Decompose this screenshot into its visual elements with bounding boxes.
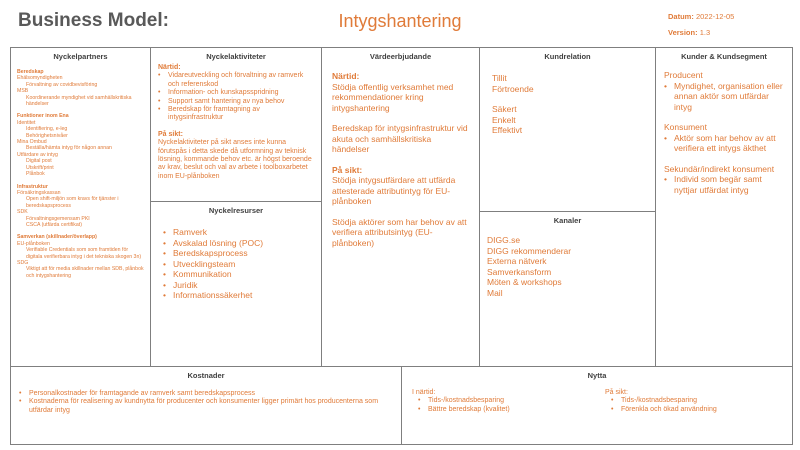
nytta-pasikt <box>605 389 785 414</box>
kunder-content <box>656 70 792 195</box>
nyckelpartners-title: Nyckelpartners <box>53 52 108 61</box>
paragraph: Stödja aktörer som har behov av att verifiera attributsintyg (EU-plånboken) <box>332 216 467 248</box>
list-item: • Tids-/kostnadsbesparing <box>611 397 785 405</box>
partner-group-title: Infrastruktur <box>17 183 48 190</box>
partner-item: Försäkringskassan <box>17 189 61 196</box>
kostnader-title: Kostnader <box>187 371 225 380</box>
list-item: • Informationssäkerhet <box>163 290 309 301</box>
list-item: • Avskalad lösning (POC) <box>163 238 309 249</box>
partner-item: Förvaltning av covidbevisföring <box>26 81 98 88</box>
list-item: • Vidareutveckling och förvaltning av ramverk och referenskod <box>158 72 314 89</box>
version-label: Version: <box>668 28 698 37</box>
kundrelation-content <box>480 73 655 136</box>
partner-group-title: Funktioner inom Ena <box>17 113 69 120</box>
resurser-list <box>151 227 321 301</box>
channel-item: DIGG.se <box>487 235 521 245</box>
list-item: • Support samt hantering av nya behov <box>158 98 314 106</box>
subject-title: Intygshantering <box>338 11 462 31</box>
kunder-box <box>655 47 793 367</box>
partner-item: Viktigt att för media skillnader mellan SDB, plånbok och intygshantering <box>26 266 144 279</box>
kundrelation-box <box>479 47 656 212</box>
date-value: 2022-12-05 <box>695 12 735 21</box>
list-item: • Individ som begär samt nyttjar utfärdat intyg <box>664 174 784 195</box>
kanaler-box <box>479 211 656 367</box>
partner-item: CSCA (utfärda certifikat) <box>26 221 82 228</box>
partner-item: Förvaltningsgemensam PKI <box>26 215 90 222</box>
list-item: • Aktör som har behov av att verifiera ett intygs äkthet <box>664 133 784 154</box>
kanaler-title: Kanaler <box>553 216 582 225</box>
list-item: • Kommunikation <box>163 269 309 280</box>
nartid-list <box>158 72 314 122</box>
channel-item: Mail <box>487 287 503 298</box>
channel-item: Möten & workshops <box>487 277 562 287</box>
partner-item: SDG <box>17 259 29 266</box>
segment-title: Sekundär/indirekt konsument <box>664 163 775 174</box>
partner-groups <box>11 69 150 279</box>
kostnader-list <box>11 390 401 415</box>
partner-item: Open shift-miljön som kravs för tjänster i beredskapsprocess <box>26 196 119 209</box>
nyckelaktiviteter-title: Nyckelaktiviteter <box>206 52 266 61</box>
kostnader-box <box>10 366 402 445</box>
kundrelation-title: Kundrelation <box>544 52 591 61</box>
list-item: • Kostnaderna för realisering av kundnytta för producenter och konsumenter ligger primärt hos producenterna som utfärdar intyg <box>19 398 393 415</box>
partner-item: Mina Ombud <box>17 139 47 146</box>
partner-item: Identitet <box>17 119 36 126</box>
nartid-label: I närtid: <box>412 389 436 396</box>
date-label: Datum: <box>668 12 694 21</box>
relation-item: Enkelt <box>492 114 516 125</box>
list-item: • Utvecklingsteam <box>163 259 309 270</box>
nyckelpartners-box <box>10 47 151 367</box>
list-item: • Förenkla och ökad användning <box>611 406 785 414</box>
segment-list <box>664 174 784 195</box>
list-item: • Myndighet, organisation eller annan aktör som utfärdar intyg <box>664 81 784 113</box>
nyckelaktiviteter-box <box>150 47 322 202</box>
partner-item: Utfärdare av intyg <box>17 151 58 158</box>
partner-item: Koordinerande myndighet vid samhällskritiska händelser <box>26 94 132 108</box>
partner-item: Digital post <box>26 158 52 165</box>
date-line <box>668 12 734 21</box>
pasikt-label: På sikt: <box>332 164 363 175</box>
paragraph: Stödja intygsutfärdare att utfärda attesterade attributintyg för EU-plånboken <box>332 175 456 206</box>
relation-item: Förtroende <box>492 83 534 94</box>
pasikt-text: Nyckelaktiviteter på sikt anses inte kunna förutspås i detta skede då utformning av teknisk lösning, kommande behov etc. är högst beroende av krav, beslut och val av arbete i toolboxarbetet inom EU-plånboken <box>158 139 312 180</box>
vardeerbjudande-box <box>321 47 480 367</box>
list-item: • Ramverk <box>163 227 309 238</box>
partner-item: Plånbok <box>26 171 45 178</box>
nartid-label: Närtid: <box>332 71 360 81</box>
partner-item: Beställa/hämta intyg för någon annan <box>26 145 112 152</box>
channel-item: Externa nätverk <box>487 256 547 266</box>
page-title: Business Model: <box>18 10 169 31</box>
list-item: • Beredskap för framtagning av intygsinfrastruktur <box>158 106 314 123</box>
partner-item: SDK <box>17 209 28 216</box>
vardeerbjudande-title: Värdeerbjudande <box>369 52 432 61</box>
list-item: • Beredskapsprocess <box>163 248 309 259</box>
partner-item: EU-plånboken <box>17 240 50 247</box>
partner-group-title: Samverkan (skillnader/överlapp) <box>17 234 97 241</box>
nytta-nartid <box>412 389 592 414</box>
relation-item: Tillit <box>492 73 507 83</box>
paragraph: Beredskap för intygsinfrastruktur vid akuta och samhällskritiska händelser <box>332 123 468 154</box>
partner-item: Utskrift/print <box>26 164 54 171</box>
segment-title: Konsument <box>664 122 707 132</box>
pasikt-label: På sikt: <box>605 389 628 396</box>
list-item: • Information- och kunskapsspridning <box>158 89 314 97</box>
nyckelresurser-title: Nyckelresurser <box>208 206 264 215</box>
version-line <box>668 28 710 37</box>
partner-item: MSB <box>17 88 29 95</box>
list-item: • Bättre beredskap (kvalitet) <box>418 406 592 414</box>
segment-list <box>664 81 784 113</box>
nartid-list <box>418 397 592 414</box>
pasikt-label: På sikt: <box>158 130 183 138</box>
channel-item: Samverkansform <box>487 266 552 277</box>
nyckelaktiviteter-content <box>151 64 321 181</box>
partner-item: Verifiable Credentials som som framtiden för digitala verifierbara intyg i det tekniska skogen 3n) <box>26 247 142 260</box>
nyckelresurser-box <box>150 201 322 367</box>
segment-title: Producent <box>664 70 703 80</box>
partner-item: Identifiering, e-leg <box>26 126 68 133</box>
channel-item: DIGG rekommenderar <box>487 245 572 256</box>
partner-item: Ehälsomyndigheten <box>17 75 63 82</box>
partner-item: Behörighetsnivåer <box>26 132 68 139</box>
list-item: • Personalkostnader för framtagande av ramverk samt beredskapsprocess <box>19 390 393 398</box>
pasikt-list <box>611 397 785 414</box>
nytta-box <box>401 366 793 445</box>
nytta-title: Nytta <box>587 371 607 380</box>
relation-item: Effektivt <box>492 125 523 135</box>
list-item: • Tids-/kostnadsbesparing <box>418 397 592 405</box>
kanaler-content <box>480 235 655 298</box>
paragraph: Stödja offentlig verksamhet med rekommendationer kring intygshantering <box>332 81 454 113</box>
kunder-title: Kunder & Kundsegment <box>681 52 767 61</box>
relation-item: Säkert <box>492 104 517 114</box>
segment-list <box>664 133 784 154</box>
vardeerbjudande-content <box>322 71 479 248</box>
nartid-label: Närtid: <box>158 64 181 71</box>
list-item: • Juridik <box>163 280 309 291</box>
version-value: 1.3 <box>699 28 711 37</box>
partner-group-title: Beredskap <box>17 69 44 75</box>
